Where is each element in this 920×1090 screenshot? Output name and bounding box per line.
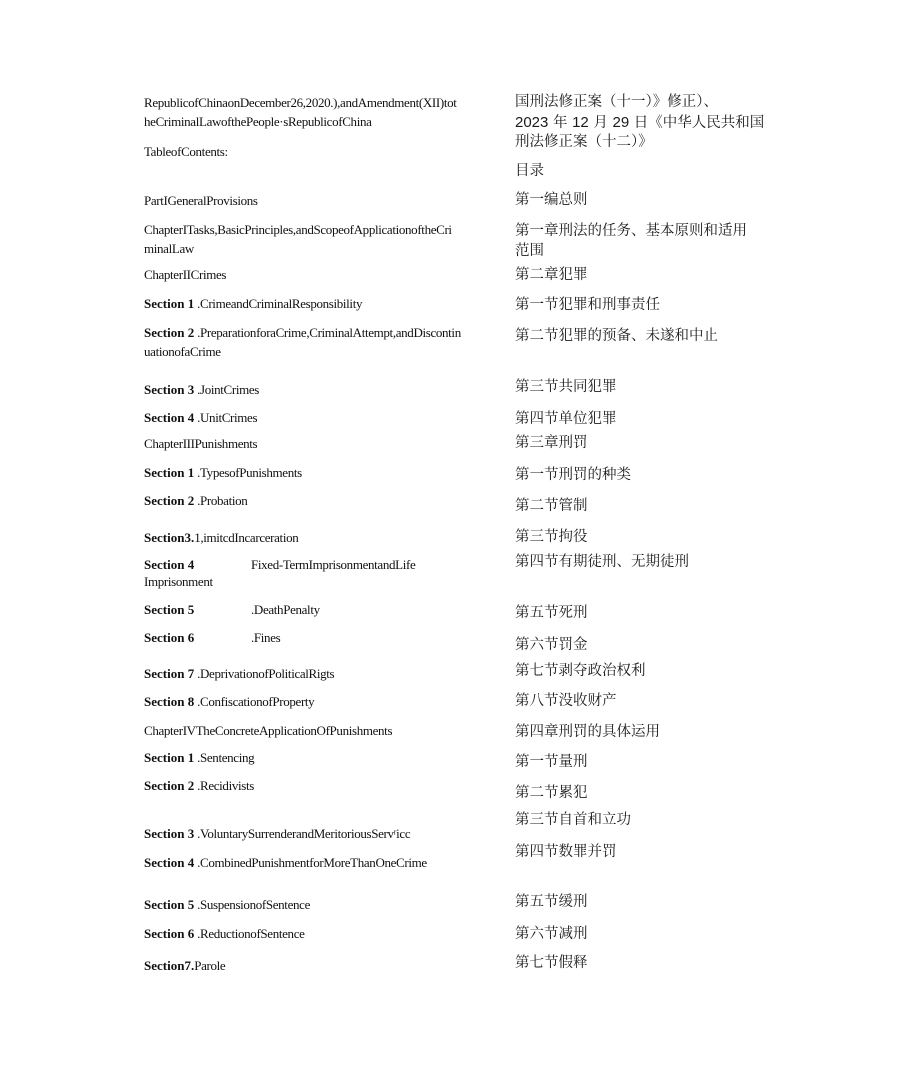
toc-entry-en [144,777,514,794]
toc-entry-zh: 第六节减刑 [515,926,588,942]
toc-entry-en: ChapterIVTheConcreteApplicationOfPunishments [144,723,393,738]
toc-entry-zh: 第四节数罪并罚 [515,844,617,860]
toc-entry-en [144,749,514,766]
toc-entry-zh: 第五节死刑 [515,605,588,621]
section-title: Parole [194,958,226,973]
toc-entry-zh: 第一节犯罪和刑事责任 [515,297,660,313]
toc-entry-zh: 第六节罚金 [515,637,588,653]
section-number: Section 2 [144,493,195,508]
toc-entry-zh: 第一节刑罚的种类 [515,467,631,483]
toc-entry-en [144,601,514,618]
section-title: 1,imitcdIncarceration [194,530,299,545]
header-zh-line3: 刑法修正案（十二）》 [515,134,653,150]
toc-entry-zh: 第一章刑法的任务、基本原则和适用 [515,223,747,239]
year-unit: 年 [548,115,573,131]
header-zh-rest: 日《中华人民共和国 [629,115,765,131]
header-en-line2: heCriminalLawofthePeople·sRepublicofChina [144,114,372,129]
toc-entry-en [144,896,514,913]
toc-entry-en [144,665,514,682]
toc-entry-en [144,492,514,509]
section-title: .ConfiscationofProperty [194,694,315,709]
section-title: .CombinedPunishmentforMoreThanOneCrime [194,855,427,870]
toc-entry-zh: 第二节累犯 [515,785,588,801]
section-number: Section 6 [144,630,195,645]
toc-entry-zh-cont: 范围 [515,243,544,259]
toc-entry-en [144,381,514,398]
toc-entry-en [144,324,514,341]
section-number: Section 3 [144,826,195,841]
section-title: .JointCrimes [194,382,259,397]
section-number: Section 4 [144,557,195,572]
toc-entry-en: ChapterIIIPunishments [144,436,258,451]
toc-entry-zh: 第七节假释 [515,955,588,971]
section-number: Section 5 [144,602,195,617]
section-title: Fixed-TermImprisonmentandLife [251,557,416,572]
section-number: Section 7 [144,666,195,681]
toc-entry-en [144,556,514,573]
toc-entry-en: ChapterITasks,BasicPrinciples,andScopeofApplicationoftheCri [144,222,452,237]
toc-entry-zh: 第八节没收财产 [515,693,617,709]
toc-entry-zh: 第七节剥夺政治权利 [515,663,646,679]
toc-entry-zh: 第五节缓刑 [515,894,588,910]
section-number: Section 2 [144,325,195,340]
section-number: Section 6 [144,926,195,941]
section-title: .SuspensionofSentence [194,897,310,912]
section-title: .VoluntarySurrenderandMeritoriousServʳicc [194,826,411,841]
toc-entry-zh: 第一节量刑 [515,754,588,770]
section-title: .Recidivists [194,778,254,793]
section-title: .PreparationforaCrime,CriminalAttempt,andDiscontin [194,325,461,340]
section-title: .UnitCrimes [194,410,258,425]
section-title: .CrimeandCriminalResponsibility [194,296,363,311]
toc-entry-zh: 第二节管制 [515,498,588,514]
section-number: Section 8 [144,694,195,709]
header-zh-line2 [515,113,785,133]
toc-entry-zh: 第二章犯罪 [515,267,588,283]
toc-entry-en-cont: Imprisonment [144,574,213,589]
toc-entry-zh: 第三章刑罚 [515,435,588,451]
section-number: Section7. [144,958,195,973]
section-number: Section 2 [144,778,195,793]
toc-entry-en: PartIGeneralProvisions [144,193,258,208]
toc-entry-zh: 第三节拘役 [515,529,588,545]
toc-entry-zh: 第四节单位犯罪 [515,411,617,427]
toc-entry-en [144,957,514,974]
toc-entry-en [144,295,514,312]
toc-entry-en: ChapterIICrimes [144,267,227,282]
toc-label-zh: 目录 [515,163,544,179]
header-zh-line1: 国刑法修正案（十一）》修正）、 [515,94,718,110]
section-number: Section 4 [144,410,195,425]
section-title: .ReductionofSentence [194,926,305,941]
month: 12 [572,114,589,131]
header-en-line1: RepublicofChinaonDecember26,2020.),andAmendment(XII)tot [144,95,457,110]
section-title: .TypesofPunishments [194,465,302,480]
section-number: Section 1 [144,296,195,311]
section-title: .DeprivationofPoliticalRigts [194,666,335,681]
toc-entry-en-cont: minalLaw [144,241,194,256]
toc-entry-zh: 第四章刑罚的具体运用 [515,724,660,740]
section-number: Section 1 [144,465,195,480]
section-number: Section 3 [144,382,195,397]
toc-entry-zh: 第三节自首和立功 [515,812,631,828]
toc-entry-zh: 第二节犯罪的预备、未遂和中止 [515,328,718,344]
year: 2023 [515,114,549,131]
section-number: Section 1 [144,750,195,765]
toc-entry-en [144,693,514,710]
month-unit: 月 [588,115,613,131]
toc-entry-zh: 第三节共同犯罪 [515,379,617,395]
section-title: .Fines [251,630,281,645]
section-title: .Sentencing [194,750,255,765]
toc-entry-zh: 第四节有期徒刑、无期徒刑 [515,554,689,570]
toc-entry-en [144,925,514,942]
toc-entry-en-cont: uationofaCrime [144,344,221,359]
section-title: .Probation [194,493,248,508]
toc-entry-en [144,409,514,426]
day: 29 [612,114,630,131]
toc-entry-en [144,854,514,871]
toc-entry-en [144,529,514,546]
toc-entry-en [144,464,514,481]
section-number: Section3. [144,530,195,545]
toc-entry-en [144,825,514,842]
section-title: .DeathPenalty [251,602,320,617]
toc-entry-zh: 第一编总则 [515,192,588,208]
section-number: Section 4 [144,855,195,870]
section-number: Section 5 [144,897,195,912]
toc-entry-en [144,629,514,646]
toc-label-en: TableofContents: [144,144,228,159]
